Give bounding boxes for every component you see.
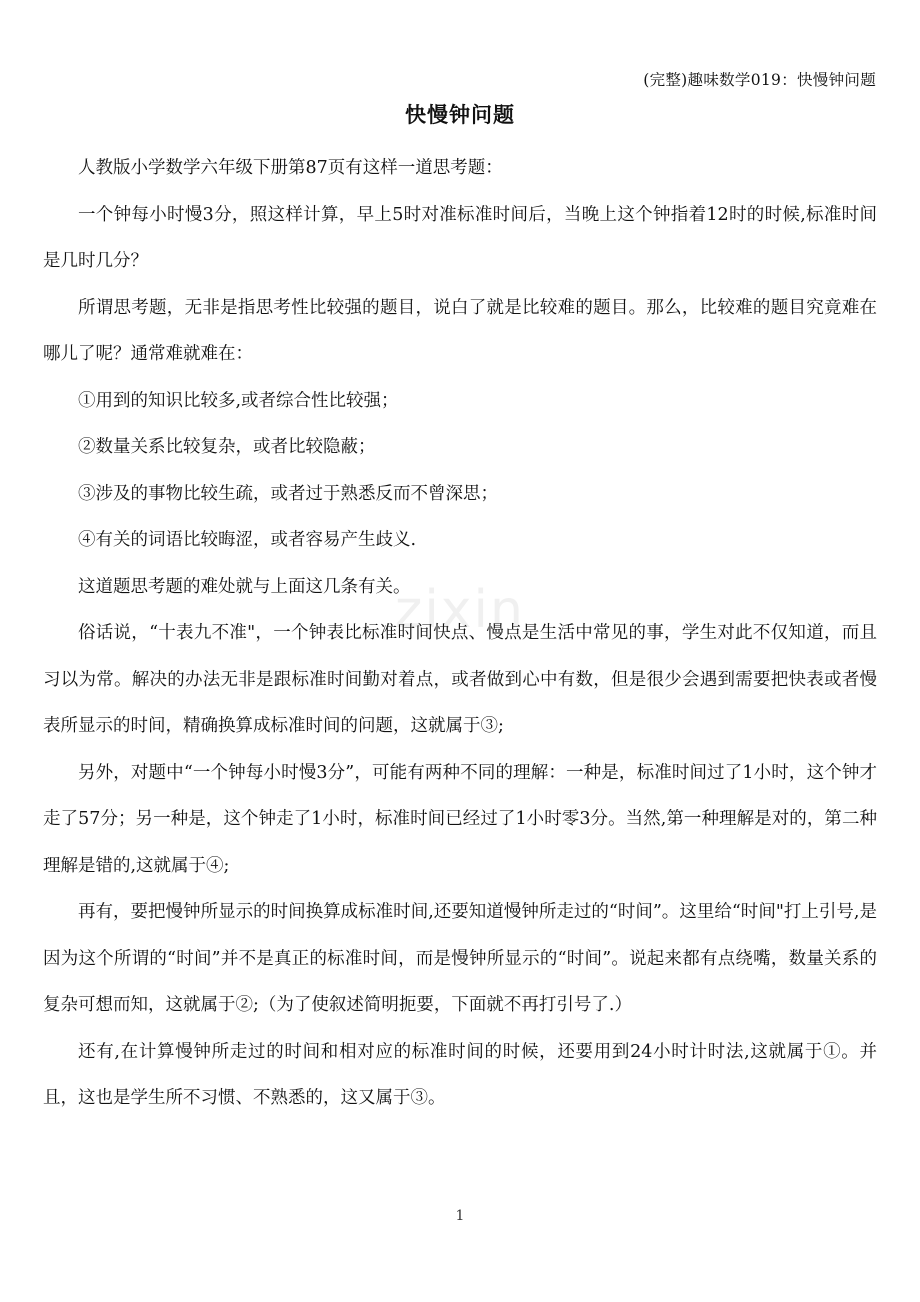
paragraph-summary: 这道题思考题的难处就与上面这几条有关。 <box>78 576 411 597</box>
paragraph-problem: 一个钟每小时慢3分，照这样计算，早上5时对准标准时间后，当晚上这个钟指着12时的时候,标准时间是几时几分？ <box>43 204 877 271</box>
paragraph-saying: 俗话说，“十表九不准"，一个钟表比标准时间快点、慢点是生活中常见的事，学生对此不仅知道，而且习以为常。解决的办法无非是跟标准时间勤对着点，或者做到心中有数，但是很少会遇到需要把快表或者慢表所显示的时间，精确换算成标准时间的问题，这就属于③; <box>43 623 877 736</box>
paragraph-difficulty: 所谓思考题，无非是指思考性比较强的题目，说白了就是比较难的题目。那么，比较难的题目究竟难在哪儿了呢？通常难就难在： <box>43 297 877 364</box>
paragraph-conversion: 再有，要把慢钟所显示的时间换算成标准时间,还要知道慢钟所走过的“时间”。这里给“时间"打上引号,是因为这个所谓的“时间”并不是真正的标准时间，而是慢钟所显示的“时间”。说起来都有点绕嘴，数量关系的复杂可想而知，这就属于②;（为了使叙述简明扼要，下面就不再打引号了.） <box>43 902 877 1015</box>
list-item-reason-3: ③涉及的事物比较生疏，或者过于熟悉反而不曾深思； <box>78 483 498 504</box>
paragraph-24-hour: 还有,在计算慢钟所走过的时间和相对应的标准时间的时候，还要用到24小时计时法,这就属于①。并且，这也是学生所不习惯、不熟悉的，这又属于③。 <box>43 1041 877 1108</box>
running-header: (完整)趣味数学019：快慢钟问题 <box>643 71 876 89</box>
watermark-text: zixin <box>395 580 525 640</box>
page-number: 1 <box>455 1208 465 1224</box>
list-item-reason-1: ①用到的知识比较多,或者综合性比较强； <box>78 390 399 411</box>
paragraph-intro: 人教版小学数学六年级下册第87页有这样一道思考题： <box>78 158 503 178</box>
list-item-reason-2: ②数量关系比较复杂，或者比较隐蔽； <box>78 437 376 457</box>
document-body <box>43 145 877 1122</box>
document-title: 快慢钟问题 <box>405 103 515 127</box>
paragraph-interpretation: 另外，对题中“一个钟每小时慢3分”，可能有两种不同的理解：一种是，标准时间过了1小时，这个钟才走了57分；另一种是，这个钟走了1小时，标准时间已经过了1小时零3分。当然,第一种理解是对的，第二种理解是错的,这就属于④; <box>43 762 877 876</box>
list-item-reason-4: ④有关的词语比较晦涩，或者容易产生歧义. <box>78 530 417 550</box>
